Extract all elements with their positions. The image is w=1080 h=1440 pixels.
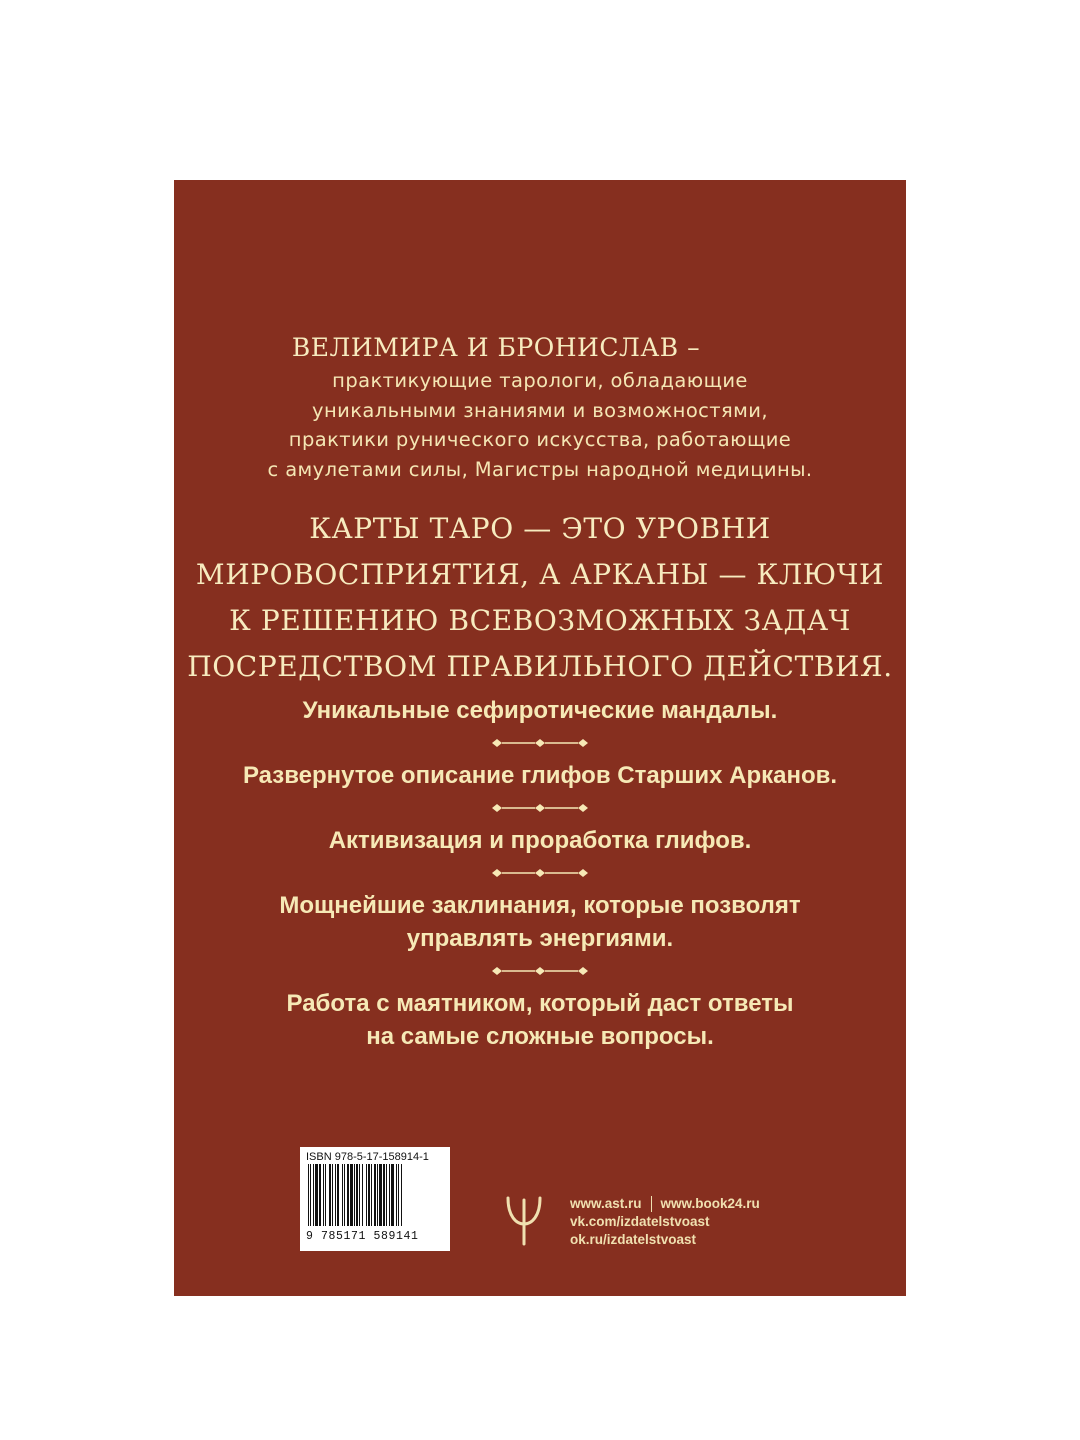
- authors-block: [174, 330, 906, 484]
- psi-trident-icon: [504, 1194, 544, 1248]
- publisher-links: [570, 1195, 760, 1249]
- barcode-digits: 9 785171 589141: [306, 1230, 419, 1243]
- feature-item: Работа с маятником, который даст ответы: [286, 990, 794, 1017]
- book-back-cover: [174, 180, 906, 1296]
- authors-line: с амулетами силы, Магистры народной медицины.: [267, 457, 813, 481]
- tagline-line: ПОСРЕДСТВОМ ПРАВИЛЬНОГО ДЕЙСТВИЯ.: [187, 650, 893, 683]
- tagline-block: [174, 506, 906, 690]
- link-separator: [651, 1196, 652, 1212]
- feature-item: Мощнейшие заклинания, которые позволят: [279, 892, 801, 919]
- feature-item: Активизация и проработка глифов.: [328, 827, 752, 854]
- link-book24[interactable]: www.book24.ru: [660, 1196, 760, 1211]
- ornament-divider: [174, 955, 906, 987]
- diamond-ornament-icon: [492, 738, 588, 748]
- diamond-ornament-icon: [492, 803, 588, 813]
- features-list: [174, 694, 906, 1053]
- feature-item: управлять энергиями.: [406, 925, 674, 952]
- publisher-sites-row: [570, 1195, 760, 1213]
- authors-line: уникальными знаниями и возможностями,: [312, 398, 768, 422]
- diamond-ornament-icon: [492, 868, 588, 878]
- authors-line: практикующие тарологи, обладающие: [332, 369, 748, 392]
- tagline-line: КАРТЫ ТАРО — ЭТО УРОВНИ: [309, 512, 771, 545]
- isbn-barcode: [300, 1147, 450, 1251]
- link-vk[interactable]: vk.com/izdatelstvoast: [570, 1214, 710, 1229]
- isbn-number: ISBN 978-5-17-158914-1: [306, 1151, 429, 1163]
- ornament-divider: [174, 857, 906, 889]
- tagline-line: МИРОВОСПРИЯТИЯ, А АРКАНЫ — КЛЮЧИ: [195, 558, 885, 591]
- ornament-divider: [174, 792, 906, 824]
- authors-line: практики рунического искусства, работающие: [288, 428, 792, 451]
- feature-item: на самые сложные вопросы.: [366, 1023, 714, 1050]
- feature-item: Развернутое описание глифов Старших Арканов.: [242, 762, 838, 789]
- tagline-line: К РЕШЕНИЮ ВСЕВОЗМОЖНЫХ ЗАДАЧ: [229, 604, 851, 637]
- barcode-bars-icon: [306, 1164, 444, 1226]
- authors-title: ВЕЛИМИРА И БРОНИСЛАВ –: [291, 333, 701, 362]
- link-ast[interactable]: www.ast.ru: [570, 1196, 642, 1211]
- diamond-ornament-icon: [492, 966, 588, 976]
- link-ok[interactable]: ok.ru/izdatelstvoast: [570, 1232, 697, 1247]
- ornament-divider: [174, 727, 906, 759]
- feature-item: Уникальные сефиротические мандалы.: [302, 697, 778, 724]
